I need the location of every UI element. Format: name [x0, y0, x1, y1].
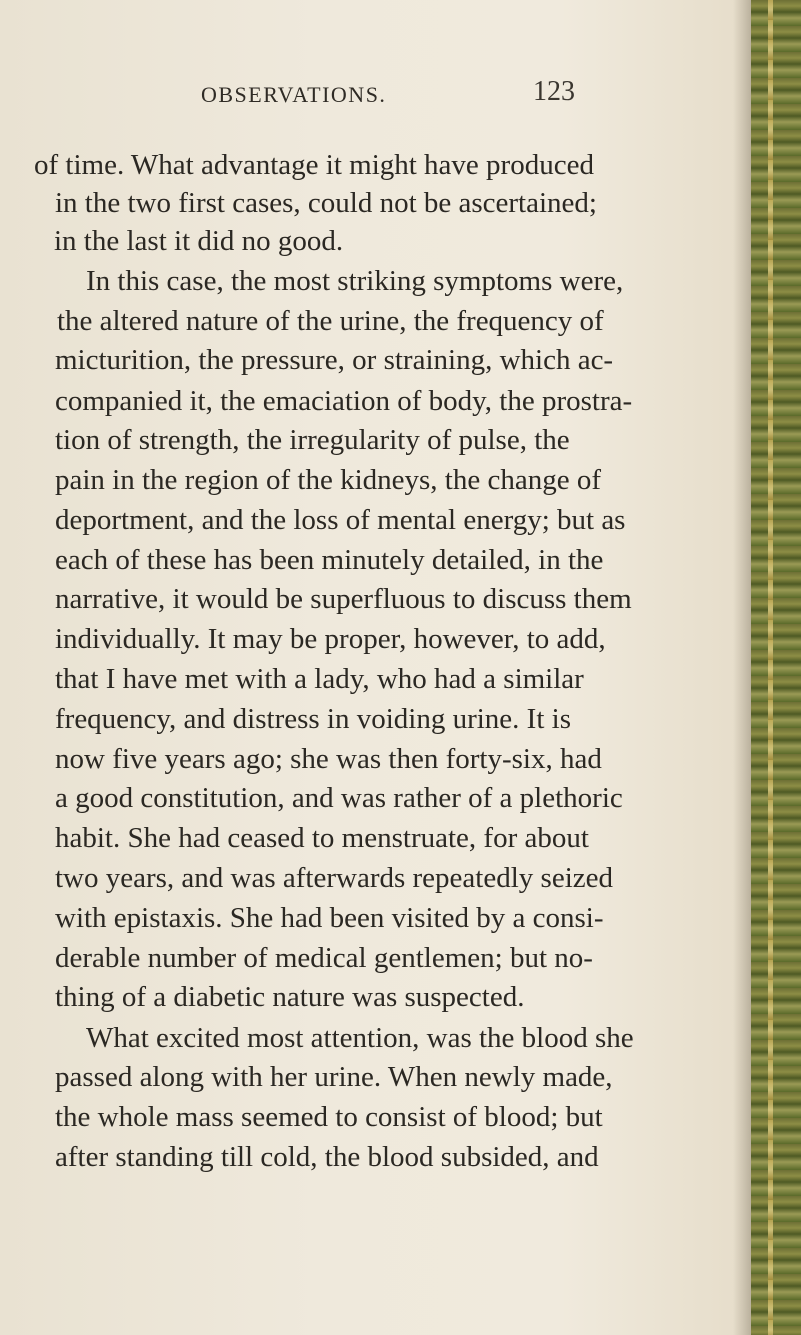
binding-gilt-stripe [768, 0, 773, 1335]
text-line: in the last it did no good. [54, 225, 344, 257]
book-binding-edge [751, 0, 801, 1335]
text-line: individually. It may be proper, however, to add, [55, 623, 606, 655]
text-line: derable number of medical gentlemen; but no- [55, 942, 593, 974]
text-line: the whole mass seemed to consist of blood; but [55, 1101, 603, 1133]
text-line: tion of strength, the irregularity of pulse, the [55, 424, 570, 456]
binding-shadow [733, 0, 751, 1335]
text-line: micturition, the pressure, or straining, which ac- [55, 344, 614, 376]
text-line: pain in the region of the kidneys, the change of [55, 464, 602, 496]
text-line: deportment, and the loss of mental energy; but as [55, 504, 626, 536]
text-line: the altered nature of the urine, the frequency of [57, 305, 604, 337]
text-line: frequency, and distress in voiding urine. It is [55, 703, 571, 735]
text-line: In this case, the most striking symptoms were, [86, 265, 624, 297]
text-line: What excited most attention, was the blood she [86, 1022, 634, 1054]
text-line: now five years ago; she was then forty-six, had [55, 743, 602, 775]
text-line: two years, and was afterwards repeatedly seized [55, 862, 613, 894]
text-line: passed along with her urine. When newly made, [55, 1061, 613, 1093]
text-line: thing of a diabetic nature was suspected. [55, 981, 525, 1013]
text-line: habit. She had ceased to menstruate, for about [55, 822, 589, 854]
text-line: narrative, it would be superfluous to discuss them [55, 583, 632, 615]
running-head: OBSERVATIONS. [201, 82, 387, 107]
text-line: each of these has been minutely detailed, in the [55, 544, 604, 576]
text-line: after standing till cold, the blood subsided, and [55, 1141, 599, 1173]
text-line: companied it, the emaciation of body, the prostra- [55, 385, 633, 417]
text-line: that I have met with a lady, who had a similar [55, 663, 584, 695]
text-line: with epistaxis. She had been visited by a consi- [55, 902, 604, 934]
text-line: of time. What advantage it might have produced [34, 149, 594, 181]
page-number: 123 [533, 76, 575, 107]
text-line: a good constitution, and was rather of a plethoric [55, 782, 623, 814]
text-line: in the two first cases, could not be ascertained; [55, 187, 597, 219]
